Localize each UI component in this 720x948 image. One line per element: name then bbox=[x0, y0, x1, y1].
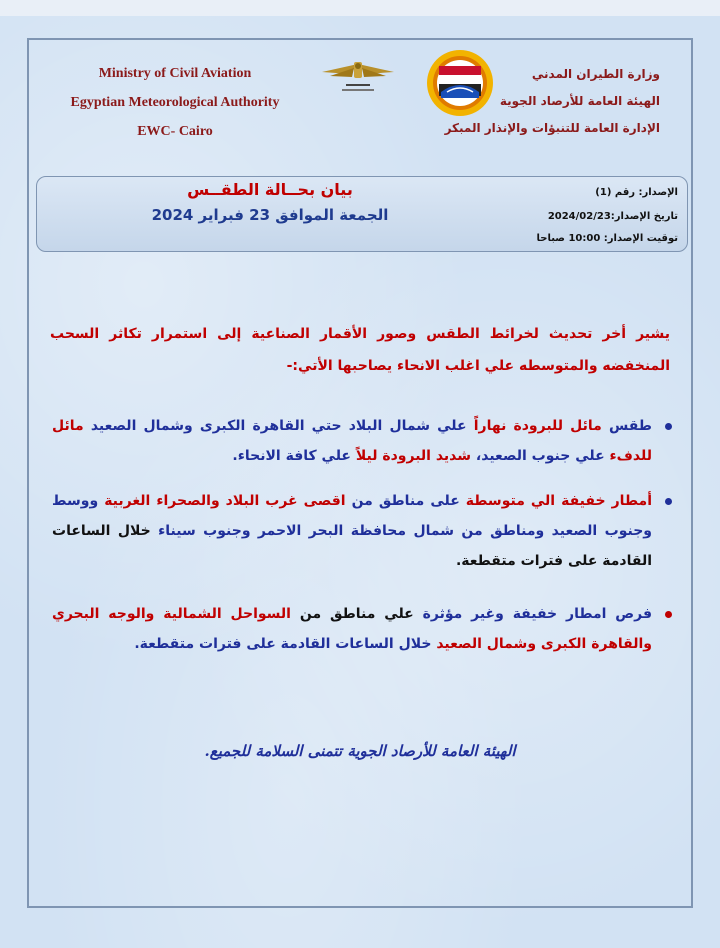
notice-date: الجمعة الموافق 23 فبراير 2024 bbox=[151, 206, 389, 224]
bullet-text-run: علي مناطق من bbox=[290, 606, 414, 622]
ministry-name: Ministry of Civil Aviation bbox=[98, 66, 252, 81]
notice-title: بيان بحــالة الطقــس bbox=[187, 180, 353, 199]
intro-paragraph: يشير أخر تحديث لخرائط الطقس وصور الأقمار الصناعية إلى استمرار تكاثر السحب المنخفضه والمتوسطه علي اغلب الانحاء يصاحبها الأتي:- bbox=[50, 326, 670, 374]
forecast-bullet-rain bbox=[52, 486, 652, 576]
bullet-text-run: علي جنوب الصعيد، bbox=[471, 448, 605, 464]
bullet-dot bbox=[665, 423, 672, 430]
bullet-dot bbox=[665, 498, 672, 505]
bullet-text-run: على مناطق من bbox=[345, 493, 460, 509]
bullet-text-run: السواحل الشمالية والوجه البحري والقاهرة الكبرى وشمال الصعيد bbox=[52, 606, 652, 652]
forecast-bullet-rain-chance bbox=[52, 599, 652, 659]
bullet-text-run: أمطار خفيفة الي متوسطة bbox=[459, 493, 652, 509]
bullet-text-run: خلال الساعات القادمة على فترات متقطعة. bbox=[134, 636, 432, 652]
bullet-text-run: اقصى غرب البلاد والصحراء الغربية bbox=[98, 493, 346, 509]
bullet-text-run: خلال الساعات القادمة على فترات متقطعة. bbox=[52, 523, 652, 569]
bullet-text-run: فرص امطار خفيفة وغير مؤثرة bbox=[413, 606, 652, 622]
aviation-wings-icon bbox=[320, 58, 396, 98]
bullet-text-run: شديد البرودة ليلاً bbox=[350, 448, 472, 464]
bullet-text-run: علي كافة الانحاء. bbox=[232, 448, 351, 464]
bullet-text-run: طقس bbox=[601, 418, 652, 434]
authority-name-arabic: الهيئة العامة للأرصاد الجوية bbox=[499, 94, 660, 108]
bullet-text-run: مائل للبرودة نهاراً bbox=[466, 418, 602, 434]
issue-number: الإصدار: رقم (1) bbox=[595, 187, 678, 198]
closing-remark: الهيئة العامة للأرصاد الجوية تتمنى السلامة للجميع. bbox=[204, 742, 516, 760]
ministry-name-arabic: وزارة الطيران المدني bbox=[531, 67, 660, 81]
bullet-text-run: علي شمال البلاد حتي القاهرة الكبرى وشمال الصعيد bbox=[83, 418, 467, 434]
issue-date: تاريخ الإصدار:2024/02/23 bbox=[547, 211, 678, 222]
bullet-text-run: ووسط وجنوب الصعيد ومناطق من شمال محافظة البحر الاحمر وجنوب سيناء bbox=[52, 493, 652, 539]
bullet-dot bbox=[665, 611, 672, 618]
issue-time: توقيت الإصدار: 10:00 صباحا bbox=[536, 233, 678, 244]
bullet-text-run: مائل للدفء bbox=[52, 418, 652, 464]
center-name: EWC- Cairo bbox=[137, 124, 213, 139]
top-strip bbox=[0, 0, 720, 16]
document-frame bbox=[27, 38, 693, 908]
authority-name: Egyptian Meteorological Authority bbox=[70, 95, 280, 110]
forecast-bullet-temperature bbox=[52, 411, 652, 471]
center-name-arabic: الإدارة العامة للتنبؤات والإنذار المبكر bbox=[444, 121, 660, 135]
